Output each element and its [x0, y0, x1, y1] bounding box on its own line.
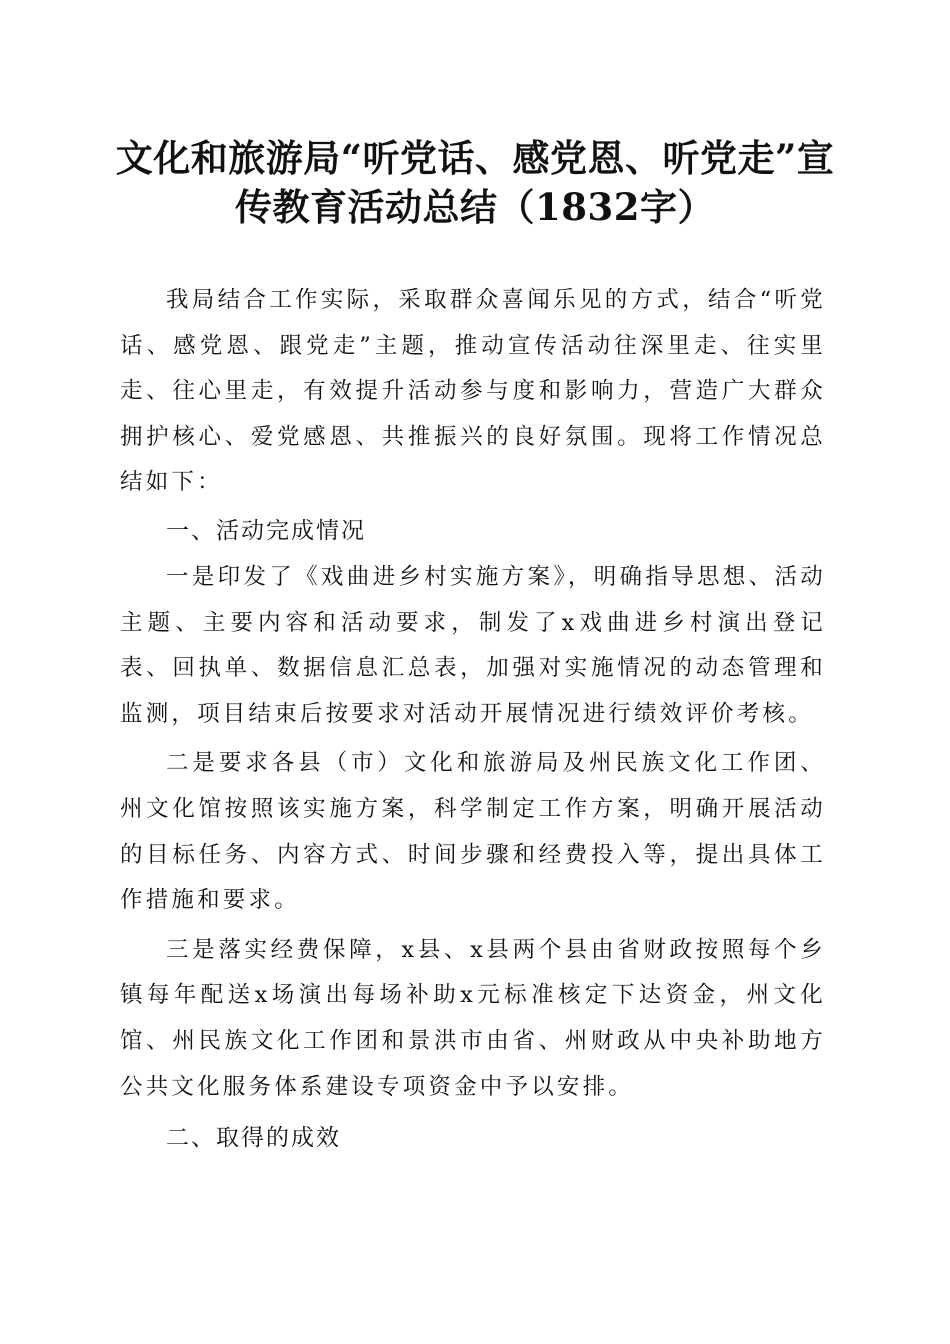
document-title [100, 134, 850, 232]
title-line-2: 传教育活动总结（1832字） [235, 185, 715, 229]
section1-paragraph-2: 二是要求各县（市）文化和旅游局及州民族文化工作团、州文化馆按照该实施方案，科学制定工作方案，明确开展活动的目标任务、内容方式、时间步骤和经费投入等，提出具体工作措施和要求。 [120, 750, 826, 914]
section-heading-completion: 一、活动完成情况 [166, 517, 366, 544]
document-body [120, 278, 826, 1162]
section1-paragraph-1: 一是印发了《戏曲进乡村实施方案》，明确指导思想、活动主题、主要内容和活动要求，制发了x戏曲进乡村演出登记表、回执单、数据信息汇总表，加强对实施情况的动态管理和监测，项目结束后按要求对活动开展情况进行绩效评价考核。 [120, 563, 826, 727]
section-heading-results: 二、取得的成效 [166, 1125, 341, 1152]
title-line-1: 文化和旅游局“听党话、感党恩、听党走”宣 [115, 136, 835, 180]
intro-paragraph: 我局结合工作实际，采取群众喜闻乐见的方式，结合“听党话、感党恩、跟党走”主题，推动宣传活动往深里走、往实里走、往心里走，有效提升活动参与度和影响力，营造广大群众拥护核心、爱党感恩、共推振兴的良好氛围。现将工作情况总结如下： [120, 287, 826, 496]
section1-paragraph-3: 三是落实经费保障，x县、x县两个县由省财政按照每个乡镇每年配送x场演出每场补助x元标准核定下达资金，州文化馆、州民族文化工作团和景洪市由省、州财政从中央补助地方公共文化服务体系建设专项资金中予以安排。 [120, 936, 826, 1100]
